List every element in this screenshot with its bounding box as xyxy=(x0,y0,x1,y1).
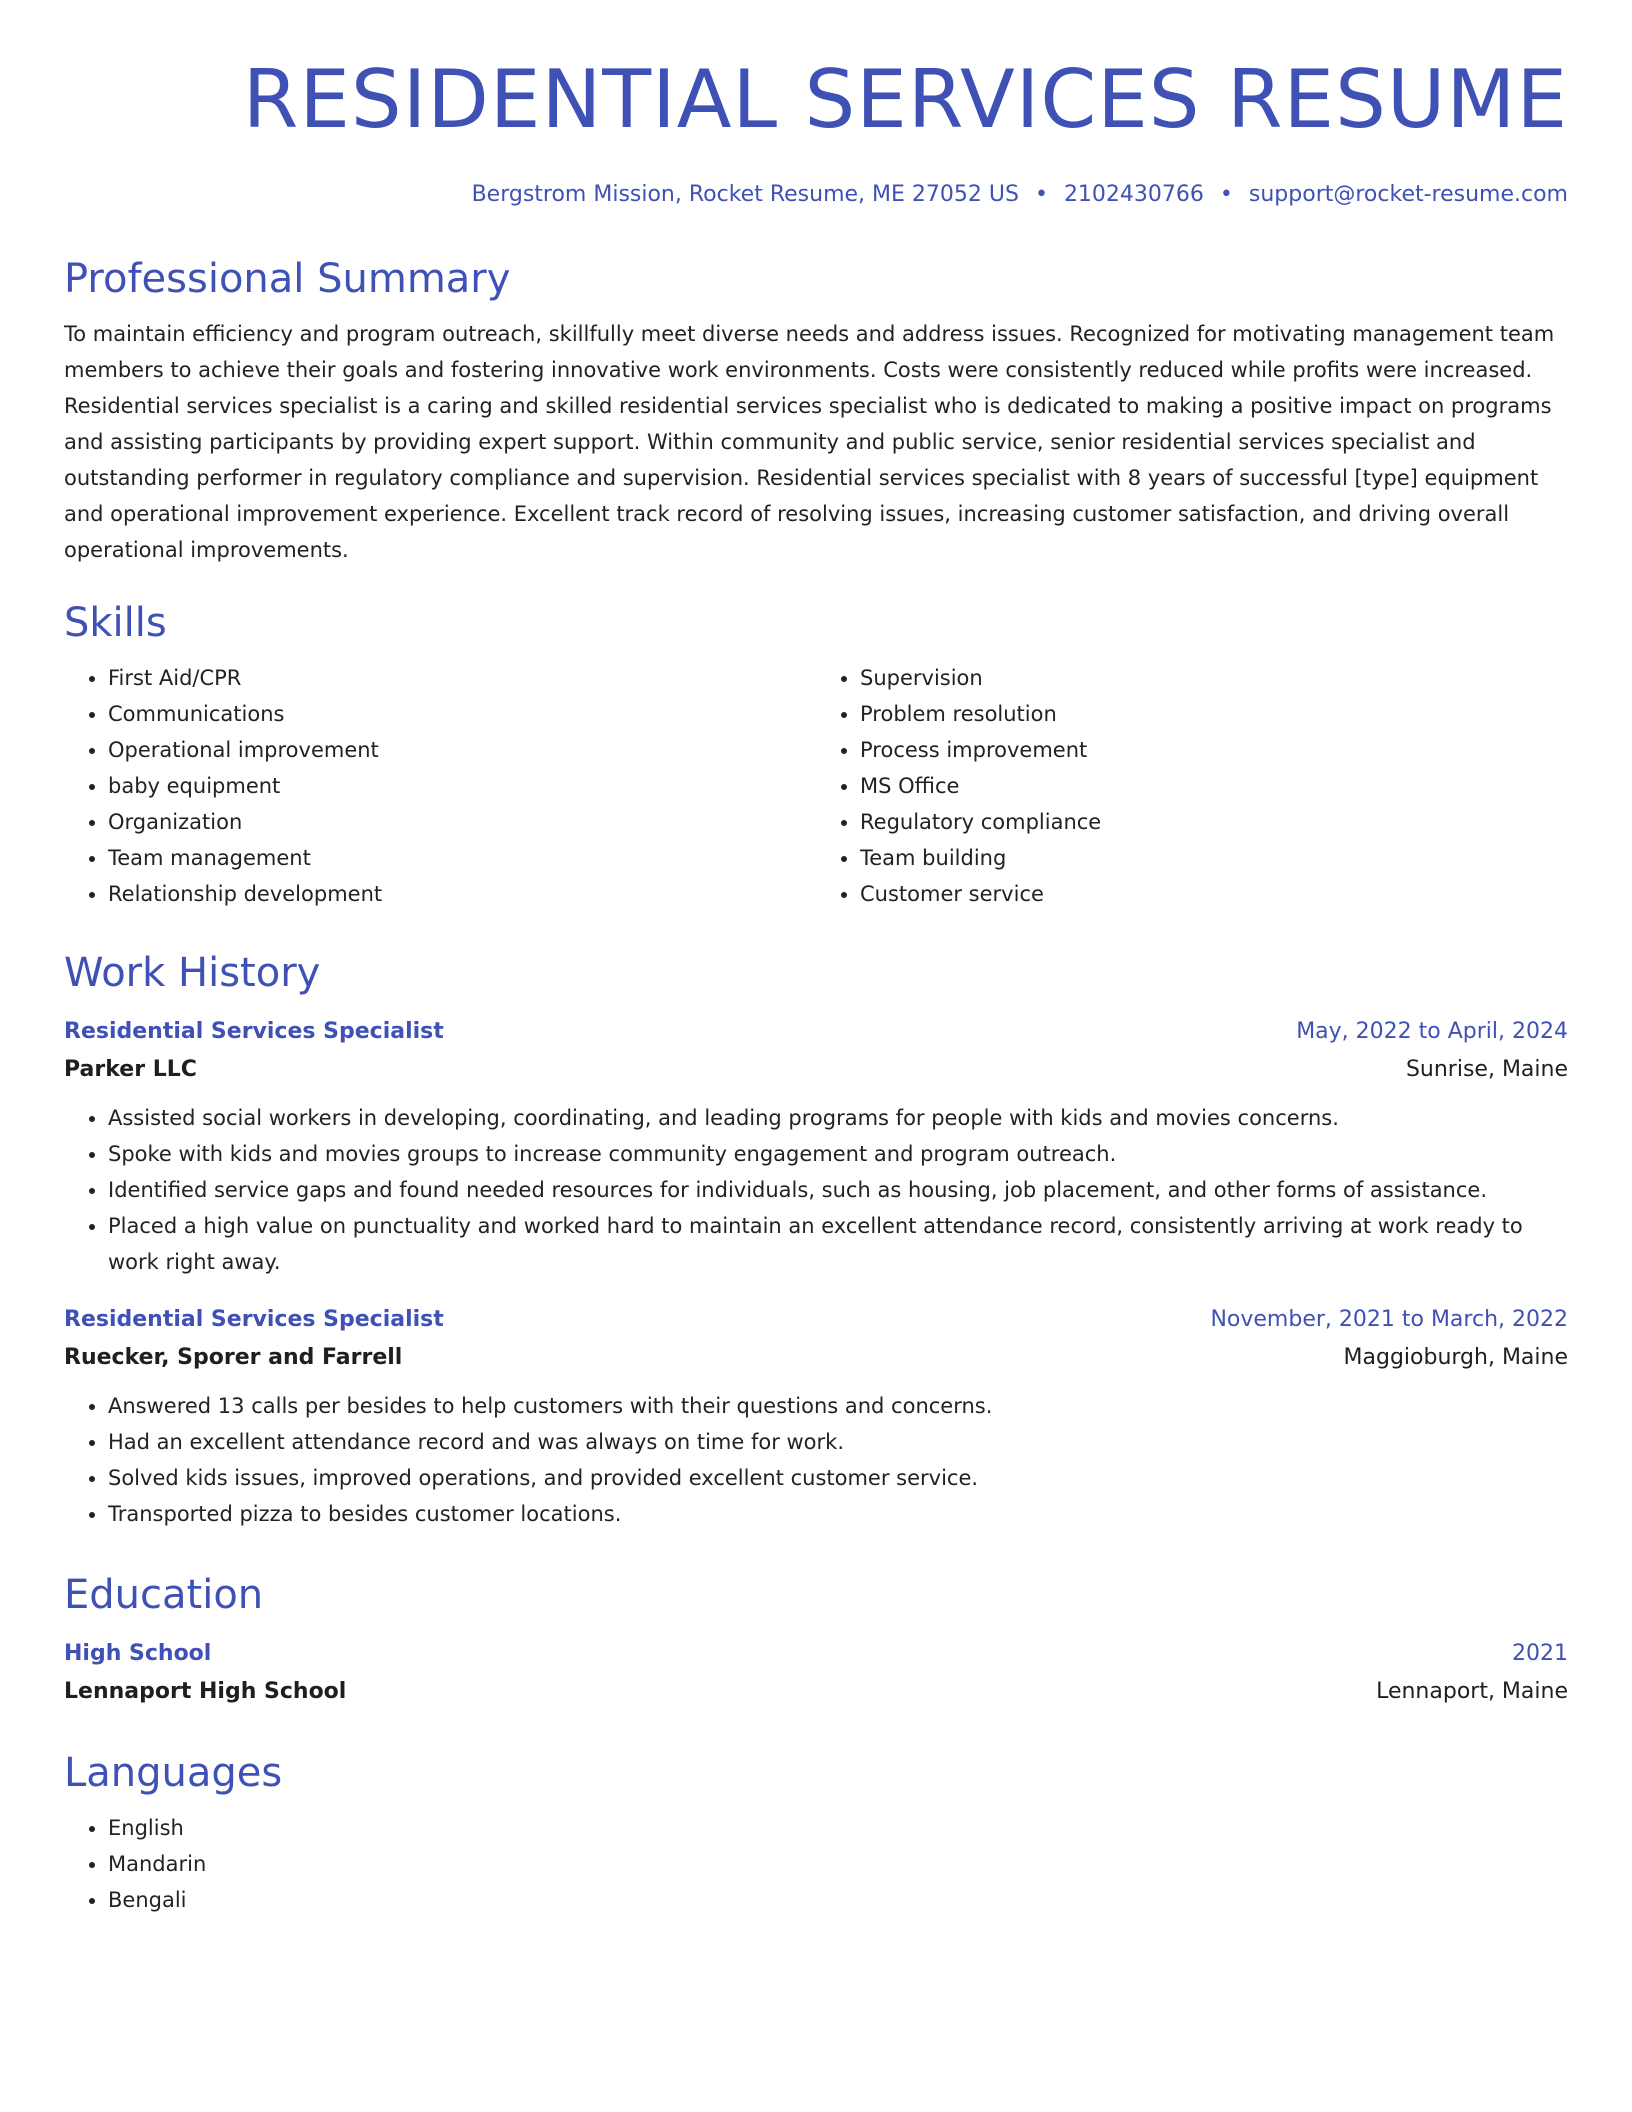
language-item: • Bengali xyxy=(108,1882,1568,1918)
education-entry xyxy=(64,1636,1568,1712)
skills-list-left xyxy=(64,660,816,912)
job-bullet: • Had an excellent attendance record and was always on time for work. xyxy=(108,1424,1568,1460)
skill-item: • Team building xyxy=(860,840,1568,876)
skills-section xyxy=(64,598,1568,912)
job-bullet: • Spoke with kids and movies groups to increase community engagement and program outreach. xyxy=(108,1136,1568,1172)
skill-item: • Communications xyxy=(108,696,816,732)
education-school: Lennaport High School xyxy=(64,1679,347,1704)
job-bullets xyxy=(64,1100,1568,1280)
job-bullet: • Answered 13 calls per besides to help customers with their questions and concerns. xyxy=(108,1388,1568,1424)
job-bullet: • Transported pizza to besides customer locations. xyxy=(108,1496,1568,1532)
skill-item: • Organization xyxy=(108,804,816,840)
skills-list-right xyxy=(816,660,1568,912)
job-title-row xyxy=(64,1014,1568,1050)
skill-item: • First Aid/CPR xyxy=(108,660,816,696)
section-heading-skills: Skills xyxy=(64,600,167,646)
job-location: Maggioburgh, Maine xyxy=(1343,1345,1568,1370)
job-entry xyxy=(64,1302,1568,1532)
contact-phone: 2102430766 xyxy=(1063,182,1204,207)
skill-item: • Customer service xyxy=(860,876,1568,912)
skill-item: • Regulatory compliance xyxy=(860,804,1568,840)
skills-grid xyxy=(64,660,1568,912)
contact-separator: • xyxy=(1034,182,1048,207)
skill-item: • MS Office xyxy=(860,768,1568,804)
job-dates: November, 2021 to March, 2022 xyxy=(1210,1307,1568,1332)
education-school-row xyxy=(64,1672,1568,1712)
contact-separator: • xyxy=(1219,182,1233,207)
languages-section xyxy=(64,1748,1568,1918)
language-item: • Mandarin xyxy=(108,1846,1568,1882)
skill-item: • Team management xyxy=(108,840,816,876)
job-bullet: • Identified service gaps and found needed resources for individuals, such as housing, job placement, and other forms of assistance. xyxy=(108,1172,1568,1208)
job-bullets xyxy=(64,1388,1568,1532)
contact-email: support@rocket-resume.com xyxy=(1248,182,1568,207)
job-company: Parker LLC xyxy=(64,1057,197,1082)
job-bullet: • Solved kids issues, improved operations, and provided excellent customer service. xyxy=(108,1460,1568,1496)
job-company-row xyxy=(64,1050,1568,1090)
job-bullet: • Assisted social workers in developing, coordinating, and leading programs for people with kids and movies concerns. xyxy=(108,1100,1568,1136)
resume-title: RESIDENTIAL SERVICES RESUME xyxy=(242,53,1568,146)
contact-line xyxy=(64,180,1568,210)
education-section xyxy=(64,1570,1568,1712)
job-title: Residential Services Specialist xyxy=(64,1019,444,1044)
skill-item: • baby equipment xyxy=(108,768,816,804)
summary-text: To maintain efficiency and program outreach, skillfully meet diverse needs and address issues. Recognized for motivating management team members to achieve their goals and fostering innovative work environments. Costs were consistently reduced while profits were increased. Residential services specialist is a caring and skilled residential services specialist who is dedicated to making a positive impact on programs and assisting participants by providing expert support. Within community and public service, senior residential services specialist and outstanding performer in regulatory compliance and supervision. Residential services specialist with 8 years of successful [type] equipment and operational improvement experience. Excellent track record of resolving issues, increasing customer satisfaction, and driving overall operational improvements. xyxy=(64,322,1555,562)
skill-item: • Supervision xyxy=(860,660,1568,696)
skill-item: • Process improvement xyxy=(860,732,1568,768)
education-degree: High School xyxy=(64,1641,212,1666)
skill-item: • Operational improvement xyxy=(108,732,816,768)
job-entry xyxy=(64,1014,1568,1280)
job-dates: May, 2022 to April, 2024 xyxy=(1296,1019,1568,1044)
work-history-section xyxy=(64,948,1568,1532)
professional-summary-section xyxy=(64,254,1568,568)
education-degree-row xyxy=(64,1636,1568,1672)
job-company: Ruecker, Sporer and Farrell xyxy=(64,1345,403,1370)
job-title: Residential Services Specialist xyxy=(64,1307,444,1332)
job-location: Sunrise, Maine xyxy=(1405,1057,1568,1082)
section-heading-summary: Professional Summary xyxy=(64,256,511,302)
language-item: • English xyxy=(108,1810,1568,1846)
languages-list xyxy=(64,1810,1568,1918)
contact-address: Bergstrom Mission, Rocket Resume, ME 27052 US xyxy=(471,182,1019,207)
section-heading-work-history: Work History xyxy=(64,950,321,996)
section-heading-languages: Languages xyxy=(64,1750,283,1796)
education-year: 2021 xyxy=(1512,1641,1568,1666)
skill-item: • Problem resolution xyxy=(860,696,1568,732)
job-bullet: • Placed a high value on punctuality and worked hard to maintain an excellent attendance record, consistently arriving at work ready to work right away. xyxy=(108,1208,1568,1280)
section-heading-education: Education xyxy=(64,1572,264,1618)
job-company-row xyxy=(64,1338,1568,1378)
job-title-row xyxy=(64,1302,1568,1338)
education-location: Lennaport, Maine xyxy=(1376,1679,1568,1704)
skill-item: • Relationship development xyxy=(108,876,816,912)
